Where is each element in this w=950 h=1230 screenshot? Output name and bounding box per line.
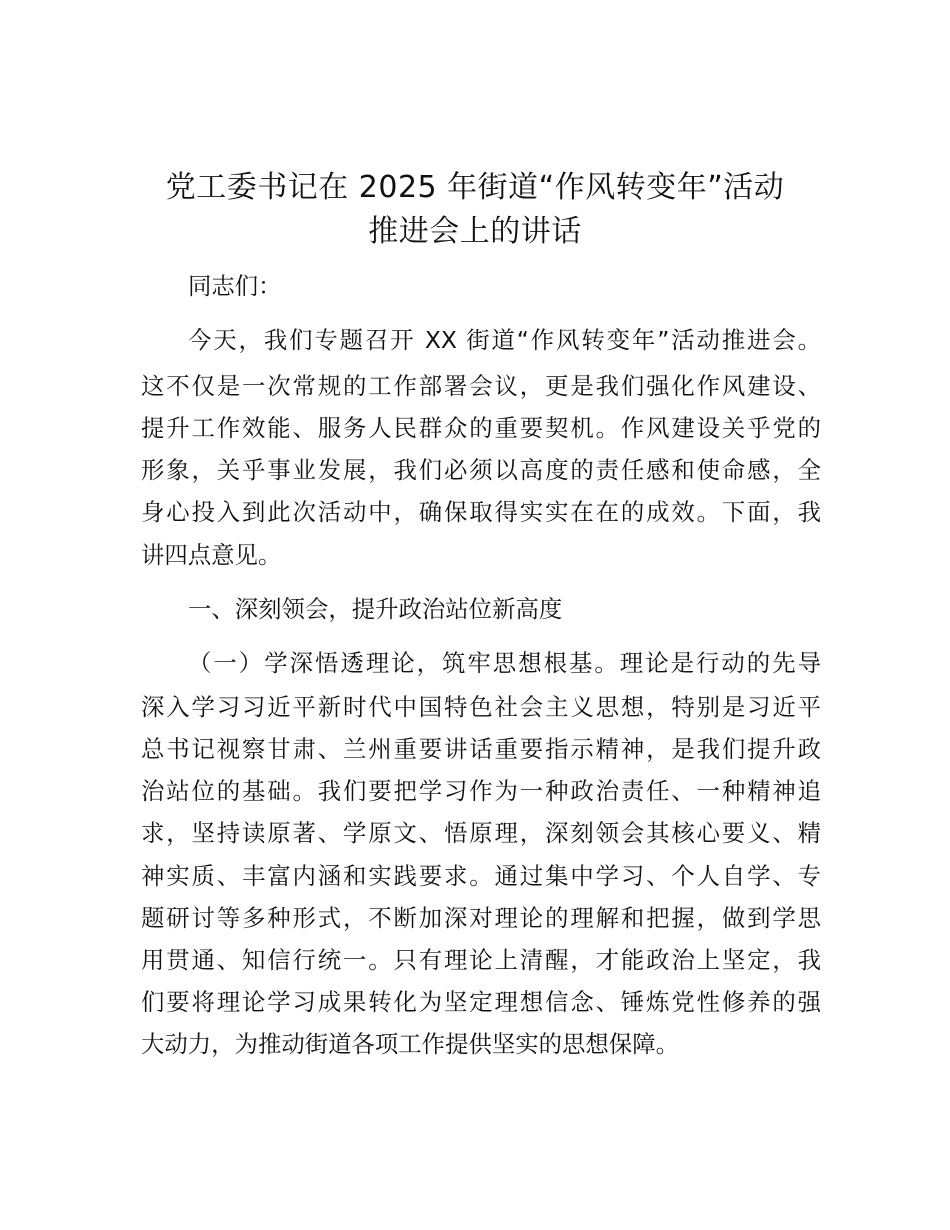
paragraph-line: 身心投入到此次活动中，确保取得实实在在的成效。下面，我: [141, 498, 821, 526]
paragraph-line: 提升工作效能、服务人民群众的重要契机。作风建设关乎党的: [141, 414, 821, 442]
paragraph-line: 深入学习习近平新时代中国特色社会主义思想，特别是习近平: [141, 693, 821, 721]
document-title-line-2: 推进会上的讲话: [368, 214, 582, 249]
paragraph-line: （一）学深悟透理论，筑牢思想根基。理论是行动的先导: [188, 649, 821, 677]
paragraph-line: 题研讨等多种形式，不断加深对理论的理解和把握，做到学思: [141, 904, 821, 932]
paragraph-line: 求，坚持读原著、学原文、悟原理，深刻领会其核心要义、精: [141, 819, 821, 847]
paragraph-line: 今天，我们专题召开 XX 街道“作风转变年”活动推进会。: [188, 326, 821, 354]
paragraph-line: 讲四点意见。: [141, 541, 282, 569]
paragraph-line: 这不仅是一次常规的工作部署会议，更是我们强化作风建设、: [141, 372, 821, 400]
section-heading: 一、深刻领会，提升政治站位新高度: [188, 595, 563, 623]
document-title-line-1: 党工委书记在 2025 年街道“作风转变年”活动: [165, 170, 785, 205]
salutation: 同志们：: [188, 272, 282, 300]
paragraph-line: 大动力，为推动街道各项工作提供坚实的思想保障。: [141, 1030, 679, 1058]
paragraph-line: 用贯通、知信行统一。只有理论上清醒，才能政治上坚定，我: [141, 946, 821, 974]
paragraph-line: 神实质、丰富内涵和实践要求。通过集中学习、个人自学、专: [141, 862, 821, 890]
paragraph-line: 形象，关乎事业发展，我们必须以高度的责任感和使命感，全: [141, 456, 821, 484]
paragraph-line: 总书记视察甘肃、兰州重要讲话重要指示精神，是我们提升政: [141, 735, 821, 763]
paragraph-line: 们要将理论学习成果转化为坚定理想信念、锤炼党性修养的强: [141, 988, 821, 1016]
paragraph-line: 治站位的基础。我们要把学习作为一种政治责任、一种精神追: [141, 777, 821, 805]
